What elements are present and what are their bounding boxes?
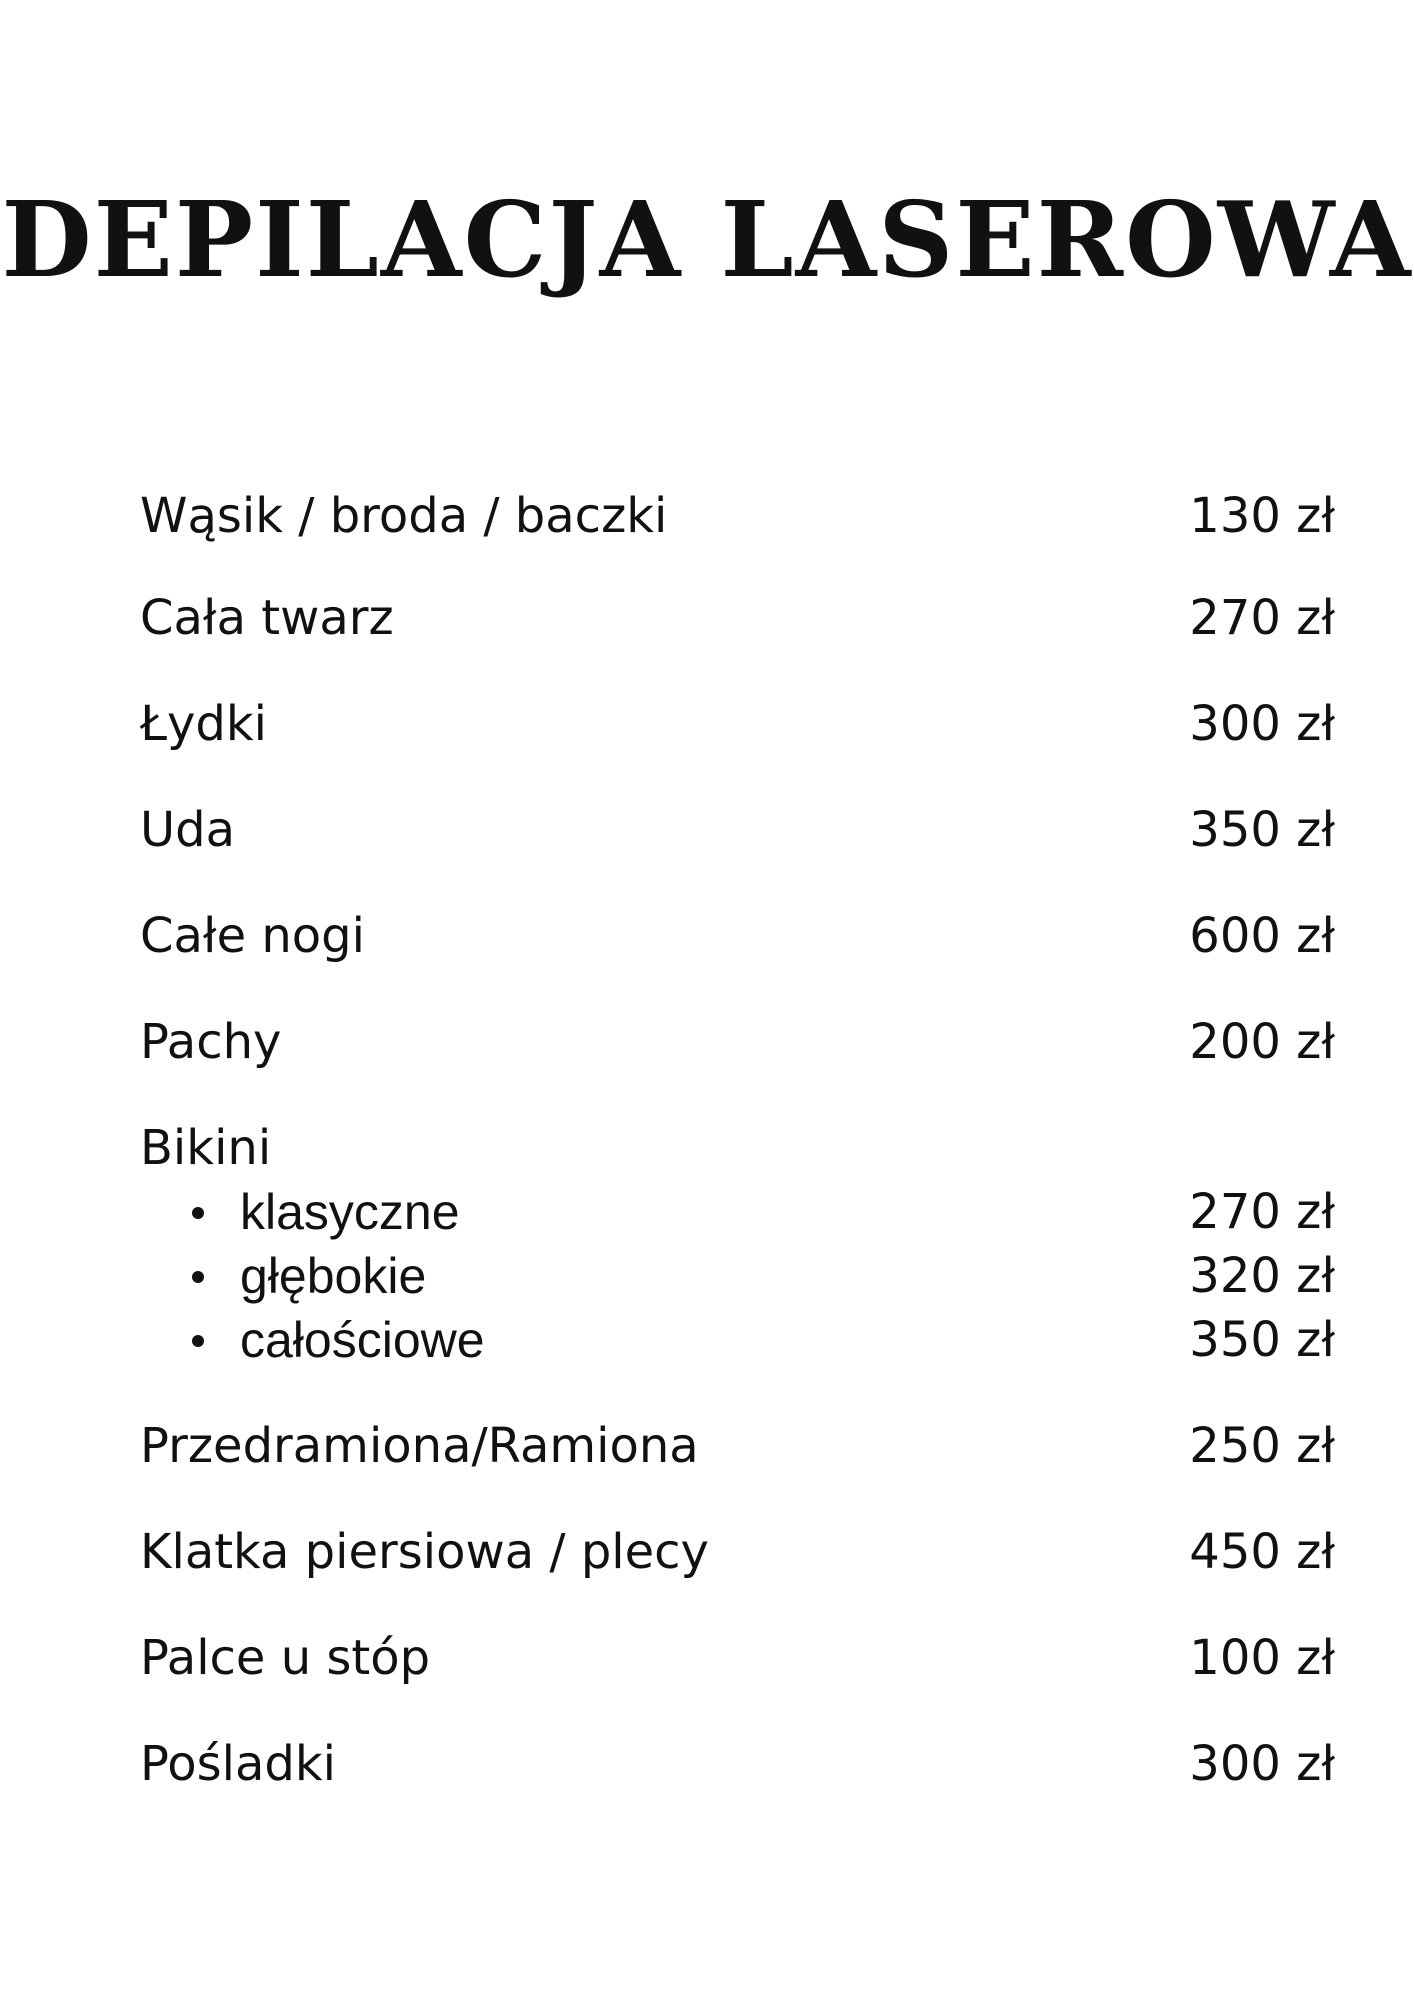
price-row-cala-twarz (140, 588, 1335, 648)
item-name: Całe nogi (140, 908, 365, 964)
bullet-icon (192, 1207, 204, 1219)
item-name: Bikini (140, 1120, 272, 1176)
sub-row-glebokie (140, 1246, 1335, 1306)
sub-item-price: 320 zł (1189, 1248, 1335, 1304)
item-price: 600 zł (1189, 908, 1335, 964)
price-row-przedramiona (140, 1416, 1335, 1476)
item-price: 350 zł (1189, 802, 1335, 858)
price-row-lydki (140, 694, 1335, 754)
bullet-icon (192, 1271, 204, 1283)
sub-item-price: 270 zł (1189, 1184, 1335, 1240)
item-name: Przedramiona/Ramiona (140, 1418, 699, 1474)
price-row-palce (140, 1628, 1335, 1688)
item-price: 300 zł (1189, 1736, 1335, 1792)
bullet-icon (192, 1335, 204, 1347)
item-price: 130 zł (1189, 488, 1335, 544)
item-name: Uda (140, 802, 236, 858)
price-row-uda (140, 800, 1335, 860)
sub-item-name: całościowe (240, 1312, 485, 1368)
sub-item-name: głębokie (240, 1248, 427, 1304)
sub-item-price: 350 zł (1189, 1312, 1335, 1368)
price-row-pachy (140, 1012, 1335, 1072)
price-row-bikini (140, 1118, 1335, 1178)
item-name: Palce u stóp (140, 1630, 431, 1686)
item-price: 200 zł (1189, 1014, 1335, 1070)
item-price: 100 zł (1189, 1630, 1335, 1686)
item-name: Pachy (140, 1014, 282, 1070)
item-name: Cała twarz (140, 590, 394, 646)
sub-row-klasyczne (140, 1182, 1335, 1242)
item-price: 270 zł (1189, 590, 1335, 646)
item-name: Klatka piersiowa / plecy (140, 1524, 709, 1580)
item-price: 250 zł (1189, 1418, 1335, 1474)
price-row-cale-nogi (140, 906, 1335, 966)
item-name: Łydki (140, 696, 267, 752)
price-list (140, 0, 1335, 2000)
price-row-posladki (140, 1734, 1335, 1794)
item-name: Wąsik / broda / baczki (140, 488, 668, 544)
item-price: 450 zł (1189, 1524, 1335, 1580)
item-price: 300 zł (1189, 696, 1335, 752)
item-name: Pośladki (140, 1736, 336, 1792)
price-row-klatka (140, 1522, 1335, 1582)
page-title: DEPILACJA LASEROWA (1, 177, 1413, 301)
sub-item-name: klasyczne (240, 1184, 460, 1240)
sub-row-calosciowe (140, 1310, 1335, 1370)
price-row-wasik (140, 486, 1335, 546)
